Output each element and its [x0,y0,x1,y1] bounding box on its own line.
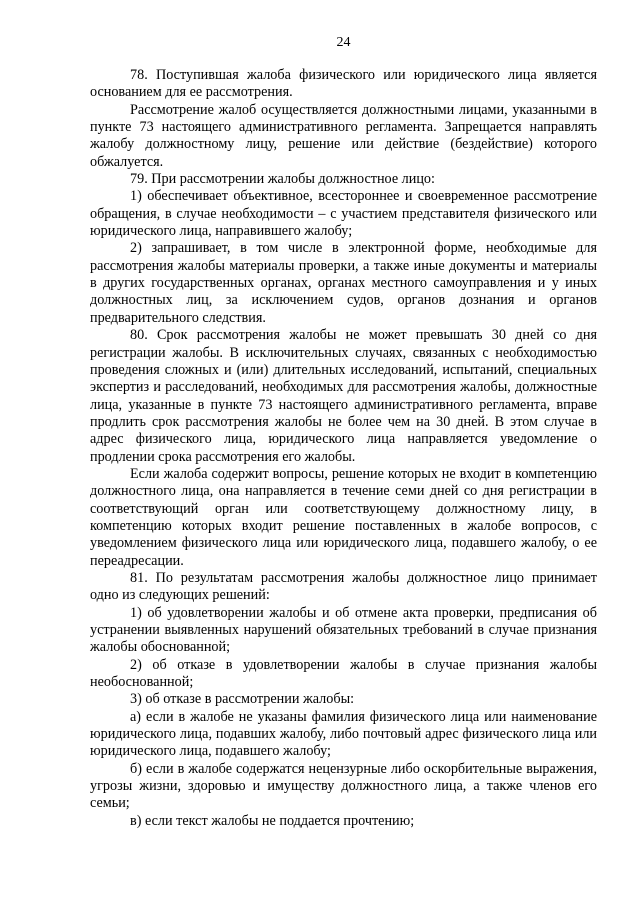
paragraph-81-item-3: 3) об отказе в рассмотрении жалобы: [130,691,355,708]
paragraph-81-item-3a: а) если в жалобе не указаны фамилия физического лица или наименование юридического лица, подавших жалобу, либо почтовый адрес физического лица или юридического лица, подавшего жалобу; [90,708,597,760]
paragraph-81-item-3b: б) если в жалобе содержатся нецензурные либо оскорбительные выражения, угрозы жизни, здоровью и имуществу должностного лица, а также членов его семьи; [90,760,597,812]
paragraph-81-item-1: 1) об удовлетворении жалобы и об отмене акта проверки, предписания об устранении выявленных нарушений обязательных требований в случае признания жалобы обоснованной; [90,604,597,656]
paragraph-78-review: Рассмотрение жалоб осуществляется должностными лицами, указанными в пункте 73 настоящего административного регламента. Запрещается направлять жалобу должностному лицу, решение или действие (бездействие) которого обжалуется. [90,101,597,170]
paragraph-79: 79. При рассмотрении жалобы должностное лицо: [130,171,435,188]
paragraph-81: 81. По результатам рассмотрения жалобы должностное лицо принимает одно из следующих решений: [90,569,597,604]
paragraph-80: 80. Срок рассмотрения жалобы не может превышать 30 дней со дня регистрации жалобы. В исключительных случаях, связанных с необходимостью проведения сложных и (или) длительных исследований, испытаний, специальных экспертиз и расследований, необходимых для рассмотрения жалобы, должностные лица, указанные в пункте 73 настоящего административного регламента, вправе продлить срок рассмотрения жалобы не более чем на 30 дней. В этом случае в адрес физического лица, юридического лица направляется уведомление о продлении срока рассмотрения его жалобы. [90,327,597,465]
page-number: 24 [336,35,351,50]
paragraph-78: 78. Поступившая жалоба физического или юридического лица является основанием для ее рассмотрения. [90,67,597,101]
paragraph-79-item-2: 2) запрашивает, в том числе в электронной форме, необходимые для рассмотрения жалобы материалы проверки, а также иные документы и материалы в других государственных органах, органах местного самоуправления и у иных должностных лиц, за исключением судов, органов дознания и органов предварительного следствия. [90,240,597,326]
document-page [90,34,597,830]
paragraph-81-item-2: 2) об отказе в удовлетворении жалобы в случае признания жалобы необоснованной; [90,656,597,691]
paragraph-80-redirect: Если жалоба содержит вопросы, решение которых не входит в компетенцию должностного лица, она направляется в течение семи дней со дня регистрации в соответствующий орган или соответствующему должностному лицу, в компетенцию которых входит решение поставленных в жалобе вопросов, с уведомлением физического лица или юридического лица, подавшего жалобу, о ее переадресации. [90,465,597,569]
paragraph-81-item-3v: в) если текст жалобы не поддается прочтению; [130,812,415,829]
document-body [90,67,597,830]
paragraph-79-item-1: 1) обеспечивает объективное, всестороннее и своевременное рассмотрение обращения, в случае необходимости – с участием представителя физического или юридического лица, направившего жалобу; [90,188,597,240]
